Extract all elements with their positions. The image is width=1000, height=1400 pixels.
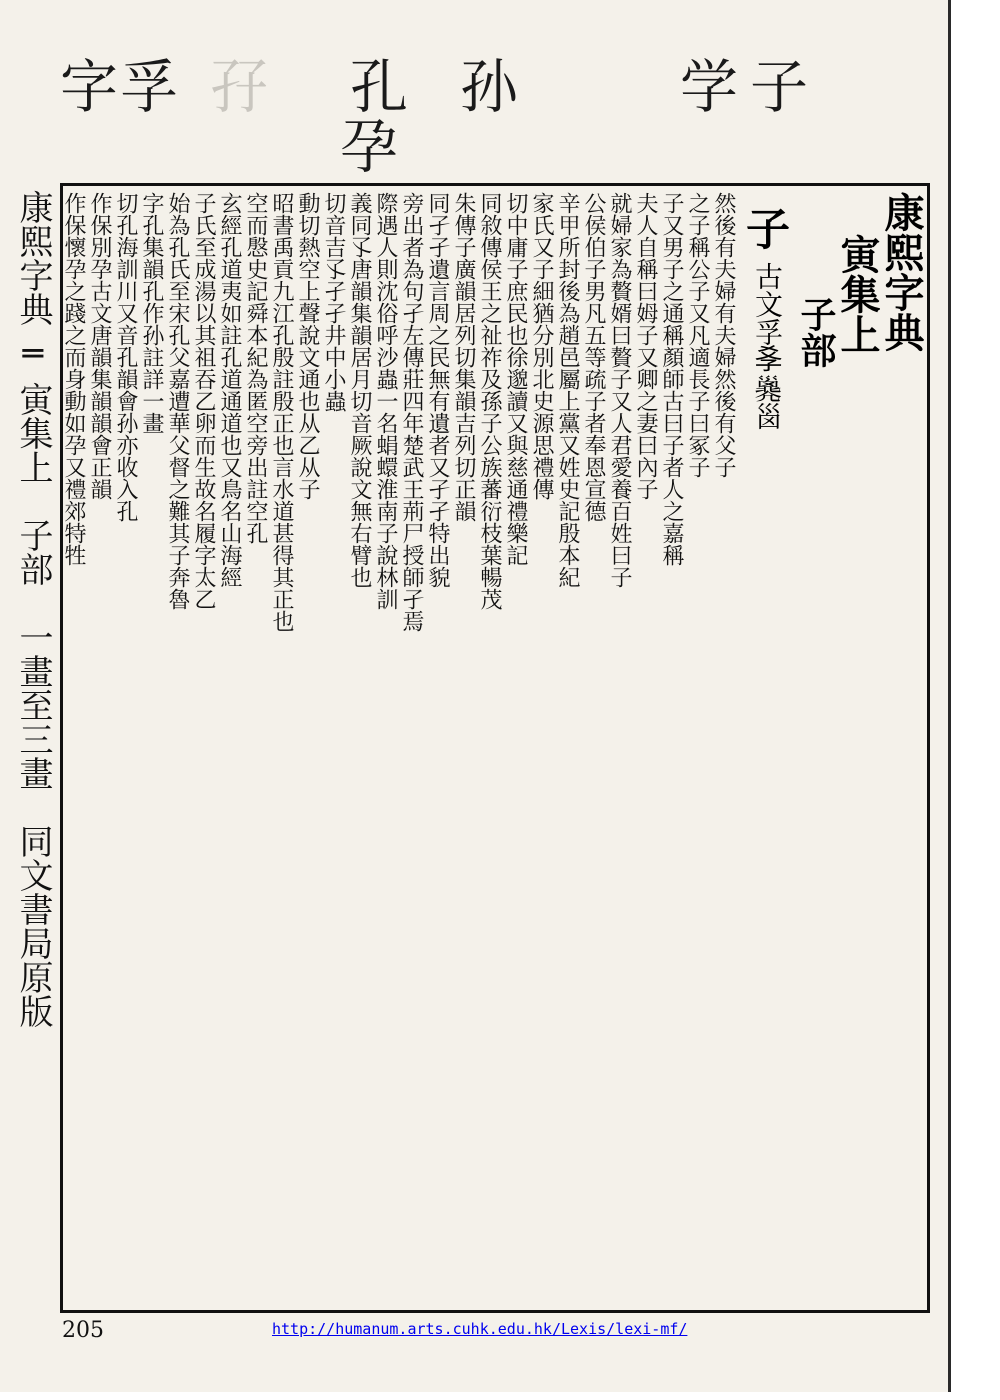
text-column: 空而慇史記舜本紀為匿空旁出註空孔 — [243, 192, 268, 544]
text-column: 始為孔氏至宋孔父嘉遭華父督之難其子奔魯 — [165, 192, 190, 610]
text-column: 辛甲所封後為趙邑屬上黨又姓史記殷本紀 — [555, 192, 580, 588]
dictionary-frame — [60, 183, 930, 1313]
seal-glyph: 字 — [60, 53, 119, 121]
page-number: 205 — [62, 1318, 104, 1343]
text-column: 切中庸子庶民也徐邈讀又與慈通禮樂記 — [503, 192, 528, 566]
source-url-link[interactable]: http://humanum.arts.cuhk.edu.hk/Lexis/lexi-mf/ — [272, 1320, 688, 1338]
seal-glyph: 孙 — [460, 53, 519, 121]
side-radical: 子部 — [13, 518, 53, 586]
radical-title: 子部 — [795, 296, 837, 368]
text-column: 朱傳子廣韻居列切集韻吉列切正韻 — [451, 192, 476, 522]
seal-glyph: 孕 — [340, 113, 399, 181]
seal-glyph: 子 — [750, 53, 809, 121]
text-column: 夫人自稱曰姆子又卿之妻曰內子 — [633, 192, 658, 500]
seal-glyph: 孖 — [210, 53, 269, 121]
text-column: 子氏至成湯以其祖吞乙卵而生故名履字太乙 — [191, 192, 216, 610]
text-column: 動切熱空上聲說文通也从乙从子 — [295, 192, 320, 500]
text-column: 作保懷孕之踐之而身動如孕又禮郊特牲 — [61, 192, 86, 566]
side-volume: 寅集上 — [13, 382, 53, 484]
text-column: 之子稱公子又凡適長子曰冢子 — [685, 192, 710, 478]
seal-glyph: 孚 — [120, 53, 179, 121]
text-column: 際遇人則沈俗呼沙蟲一名蜎蠉淮南子說林訓 — [373, 192, 398, 610]
text-column: 同敘傳侯王之祉祚及孫子公族蕃衍枝葉暢茂 — [477, 192, 502, 610]
seal-script-row — [60, 28, 940, 181]
text-column: 同孑孑遺言周之民無有遺者又孑孑特出貌 — [425, 192, 450, 588]
side-margin-label: 康熙字典═寅集上 子部 一畫至三畫 同文書局原版 — [13, 190, 53, 1028]
text-column: 切音吉孓孑孑井中小蟲 — [321, 192, 346, 412]
side-strokes: 一畫至三畫 — [13, 620, 53, 790]
text-column: 就婦家為贅婿曰贅子又人君愛養百姓曰子 — [607, 192, 632, 588]
text-column: 昭書禹貢九江孔殷註殷正也言水道甚得其正也 — [269, 192, 294, 632]
text-column: 作保別孕古文唐韻集韻韻會正韻 — [87, 192, 112, 500]
seal-glyph: 学 — [680, 53, 739, 121]
text-column: 旁出者為句孑左傳莊四年楚武王荊尸授師孑焉 — [399, 192, 424, 632]
text-column: 子又男子之通稱顏師古曰子者人之嘉稱 — [659, 192, 684, 566]
entry-variants: 古文孚𡥈𢀇𡿺 — [751, 262, 784, 430]
volume-title: 寅集上 — [834, 234, 881, 354]
dictionary-title: 康熙字典 — [878, 192, 925, 352]
side-title: 康熙字典 — [13, 190, 53, 326]
entry-char: 子 — [738, 206, 789, 250]
seal-glyph: 孔 — [350, 53, 409, 121]
text-column: 義同孓唐韻集韻居月切音厥說文無右臂也 — [347, 192, 372, 588]
text-column: 切孔海訓川又音孔韻會孙亦收入孔 — [113, 192, 138, 522]
text-column: 字孔集韻孔作孙註詳一畫 — [139, 192, 164, 434]
text-column: 然後有夫婦有夫婦然後有父子 — [711, 192, 736, 478]
text-column: 玄經孔道夷如註孔道通道也又鳥名山海經 — [217, 192, 242, 588]
side-publisher: 同文書局原版 — [13, 824, 53, 1028]
text-column: 公侯伯子男凡五等疏子者奉恩宣德 — [581, 192, 606, 522]
text-column: 家氏又子細猶分別北史源思禮傳 — [529, 192, 554, 500]
